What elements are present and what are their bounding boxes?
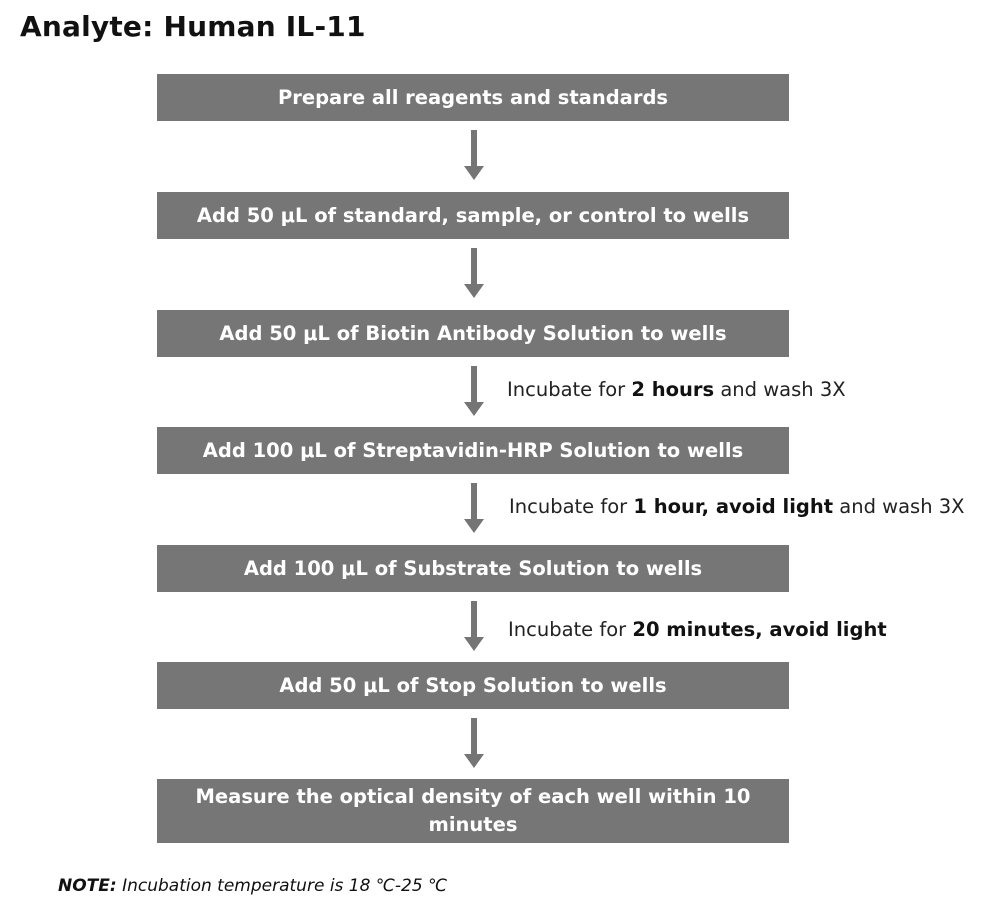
step-add-standard-sample <box>157 192 789 239</box>
step-label: Add 50 μL of Stop Solution to wells <box>279 673 667 697</box>
incubation-note-2: Incubate for 1 hour, avoid light and wash 3X <box>509 495 965 518</box>
temperature-note <box>58 876 447 896</box>
step-label: Add 100 μL of Streptavidin-HRP Solution to wells <box>202 438 744 462</box>
down-arrow-icon <box>464 718 484 768</box>
step-label: Add 50 μL of standard, sample, or control to wells <box>196 203 750 227</box>
down-arrow-icon <box>464 366 484 416</box>
incubation-note-3: Incubate for 20 minutes, avoid light <box>508 618 887 641</box>
step-add-biotin-antibody <box>157 310 789 357</box>
down-arrow-icon <box>464 248 484 298</box>
page-title: Analyte: Human IL-11 <box>20 10 366 43</box>
down-arrow-icon <box>464 601 484 651</box>
step-label: Prepare all reagents and standards <box>277 85 669 109</box>
step-label: Add 50 μL of Biotin Antibody Solution to wells <box>219 321 727 345</box>
note-text: Incubation temperature is 18 ℃-25 ℃ <box>122 876 448 896</box>
step-add-substrate <box>157 545 789 592</box>
down-arrow-icon <box>464 130 484 180</box>
down-arrow-icon <box>464 483 484 533</box>
incubation-note-1: Incubate for 2 hours and wash 3X <box>507 378 846 401</box>
step-prepare-reagents <box>157 74 789 121</box>
step-measure-optical-density <box>157 779 789 843</box>
step-add-streptavidin-hrp <box>157 427 789 474</box>
step-label: Measure the optical density of each well within 10 minutes <box>195 785 751 836</box>
step-add-stop-solution <box>157 662 789 709</box>
step-label: Add 100 μL of Substrate Solution to wells <box>243 556 703 580</box>
note-label: NOTE: <box>58 876 117 896</box>
